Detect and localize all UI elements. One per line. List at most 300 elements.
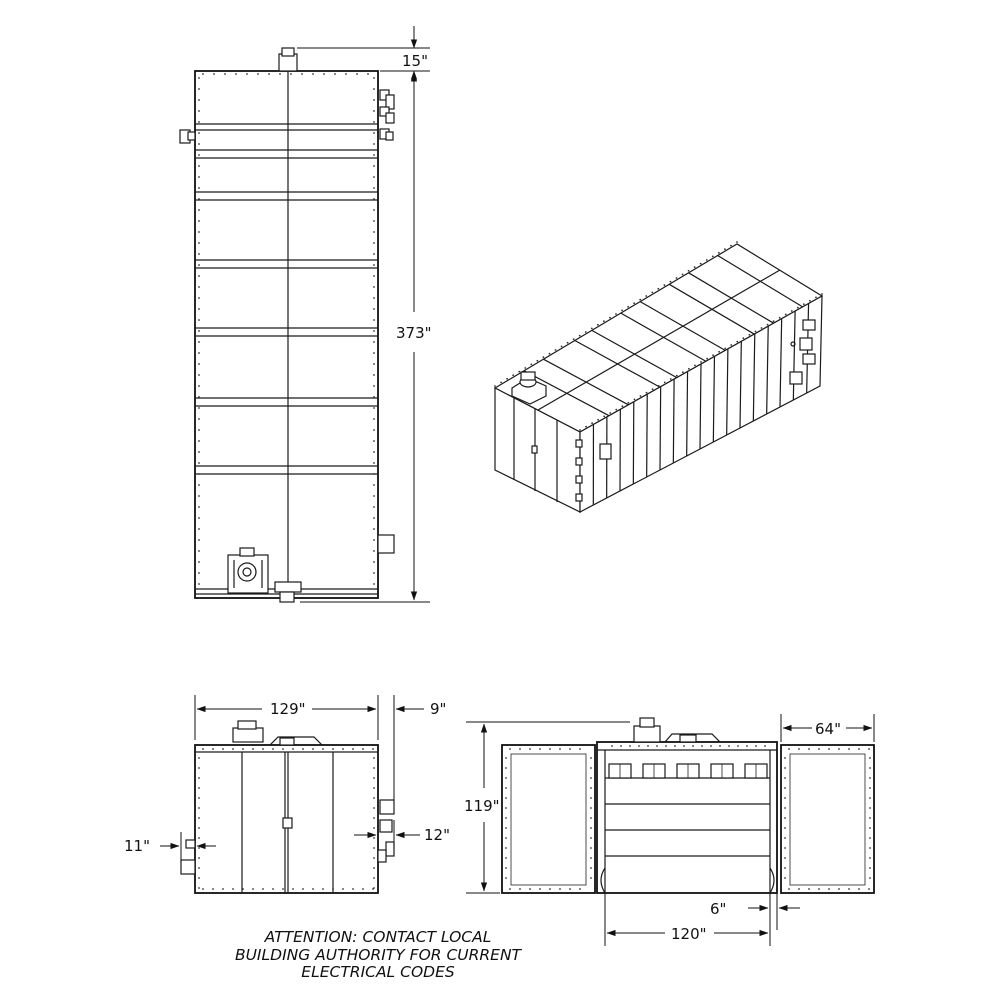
- rivet: [198, 187, 200, 189]
- rivet: [373, 797, 375, 799]
- rivet: [198, 385, 200, 387]
- rivet: [373, 418, 375, 420]
- rivet: [373, 286, 375, 288]
- rivet: [724, 348, 726, 350]
- rivet: [373, 99, 375, 101]
- rivet: [198, 429, 200, 431]
- dim-base-offset-label: 6": [710, 900, 727, 918]
- rivet: [728, 745, 730, 747]
- rivet: [198, 807, 200, 809]
- rivet: [323, 73, 325, 75]
- rivet: [198, 363, 200, 365]
- rivet: [198, 319, 200, 321]
- rivet: [198, 757, 200, 759]
- rivet: [198, 572, 200, 574]
- rivet: [373, 231, 375, 233]
- rivet: [212, 888, 214, 890]
- rivet: [506, 378, 508, 380]
- rivet: [373, 827, 375, 829]
- end-view-left-fittings: [181, 840, 195, 874]
- rivet: [322, 888, 324, 890]
- rivet: [640, 395, 642, 397]
- rivet: [362, 748, 364, 750]
- rivet: [262, 748, 264, 750]
- rivet: [373, 385, 375, 387]
- rivet: [868, 748, 870, 750]
- rivet: [332, 748, 334, 750]
- rivet: [784, 767, 786, 769]
- rivet: [302, 888, 304, 890]
- rivet: [590, 797, 592, 799]
- rivet: [198, 583, 200, 585]
- rivet: [736, 241, 738, 243]
- rivet: [198, 462, 200, 464]
- rivet: [519, 748, 521, 750]
- rivet: [755, 745, 757, 747]
- rivet: [352, 748, 354, 750]
- note-line-1: ATTENTION: CONTACT LOCAL: [264, 928, 492, 946]
- rivet: [746, 745, 748, 747]
- rivet: [585, 331, 587, 333]
- top-view-panel-seams: [195, 124, 378, 594]
- rivet: [505, 877, 507, 879]
- rivet: [282, 888, 284, 890]
- rivet: [656, 745, 658, 747]
- rivet: [235, 73, 237, 75]
- rivet: [373, 550, 375, 552]
- rivet: [664, 284, 666, 286]
- rivet: [773, 320, 775, 322]
- rivet: [530, 364, 532, 366]
- dim-door-width: [781, 714, 874, 742]
- rivet: [198, 867, 200, 869]
- rivet: [222, 888, 224, 890]
- rivet: [242, 888, 244, 890]
- rivet: [505, 807, 507, 809]
- rivet: [821, 293, 823, 295]
- rivet: [590, 867, 592, 869]
- rivet: [198, 253, 200, 255]
- rivet: [373, 857, 375, 859]
- rivet: [198, 797, 200, 799]
- rivet: [798, 748, 800, 750]
- iso-side-box: [600, 444, 611, 459]
- rivet: [373, 757, 375, 759]
- rivet: [198, 396, 200, 398]
- rivet: [529, 888, 531, 890]
- rivet: [524, 367, 526, 369]
- rivet: [706, 259, 708, 261]
- rivet: [202, 748, 204, 750]
- rivet: [342, 748, 344, 750]
- dim-top-offset-label: 15": [402, 52, 428, 70]
- rivet: [202, 73, 204, 75]
- rivet: [342, 888, 344, 890]
- rivet: [590, 877, 592, 879]
- rivet: [869, 817, 871, 819]
- rivet: [198, 374, 200, 376]
- rivet: [198, 231, 200, 233]
- rivet: [373, 253, 375, 255]
- rivet: [373, 176, 375, 178]
- note-line-2: BUILDING AUTHORITY FOR CURRENT: [234, 946, 522, 964]
- rivet: [784, 757, 786, 759]
- rivet: [603, 416, 605, 418]
- rivet: [858, 888, 860, 890]
- rivet: [505, 797, 507, 799]
- rivet: [198, 121, 200, 123]
- rivet: [198, 165, 200, 167]
- top-view: [180, 26, 432, 602]
- rivet: [676, 375, 678, 377]
- rivet: [797, 307, 799, 309]
- dim-width-label: 129": [270, 700, 306, 718]
- rib-line: [647, 394, 648, 477]
- dim-length-label: 373": [396, 324, 432, 342]
- rivet: [372, 748, 374, 750]
- rivet: [590, 757, 592, 759]
- side-view: [464, 714, 874, 946]
- rivet: [373, 440, 375, 442]
- rivet: [561, 346, 563, 348]
- dim-height-label: 119": [464, 797, 500, 815]
- rivet: [670, 378, 672, 380]
- rivet: [818, 888, 820, 890]
- rivet: [198, 143, 200, 145]
- end-view: [124, 695, 450, 893]
- rivet: [268, 73, 270, 75]
- rivet: [784, 847, 786, 849]
- rib-line: [660, 387, 661, 470]
- rivet: [345, 73, 347, 75]
- rivet: [362, 888, 364, 890]
- rivet: [257, 73, 259, 75]
- rivet: [373, 319, 375, 321]
- rivet: [718, 252, 720, 254]
- rivet: [838, 748, 840, 750]
- rib-line: [673, 379, 674, 463]
- rivet: [322, 748, 324, 750]
- rivet: [736, 341, 738, 343]
- rivet: [665, 745, 667, 747]
- rivet: [682, 371, 684, 373]
- breaker-row: [609, 764, 767, 778]
- rivet: [603, 320, 605, 322]
- rivet: [590, 817, 592, 819]
- rivet: [198, 297, 200, 299]
- dim-top-offset: [297, 26, 430, 90]
- rivet: [198, 88, 200, 90]
- rivet: [373, 787, 375, 789]
- rivet: [815, 297, 817, 299]
- rivet: [869, 857, 871, 859]
- rivet: [784, 807, 786, 809]
- bottom-outlet: [275, 582, 301, 602]
- rivet: [803, 303, 805, 305]
- rivet: [638, 745, 640, 747]
- rivet: [808, 888, 810, 890]
- rivet: [652, 388, 654, 390]
- rivet: [198, 198, 200, 200]
- rivet: [352, 888, 354, 890]
- rivet: [198, 787, 200, 789]
- rivet: [737, 745, 739, 747]
- side-view-vent: [634, 726, 660, 742]
- rivet: [633, 302, 635, 304]
- rivet: [590, 767, 592, 769]
- rivet: [628, 402, 630, 404]
- rivet: [529, 748, 531, 750]
- rivet: [590, 787, 592, 789]
- rivet: [818, 748, 820, 750]
- rivet: [373, 297, 375, 299]
- rivet: [198, 242, 200, 244]
- rivet: [694, 365, 696, 367]
- rivet: [784, 877, 786, 879]
- rivet: [742, 337, 744, 339]
- rivet: [559, 748, 561, 750]
- rivet: [579, 888, 581, 890]
- rivet: [373, 341, 375, 343]
- rivet: [646, 392, 648, 394]
- rivet: [198, 847, 200, 849]
- rivet: [634, 399, 636, 401]
- rivet: [784, 837, 786, 839]
- rivet: [848, 748, 850, 750]
- rivet: [809, 300, 811, 302]
- rivet: [569, 888, 571, 890]
- rivet: [784, 797, 786, 799]
- rivet: [519, 888, 521, 890]
- rivet: [198, 517, 200, 519]
- rivet: [869, 847, 871, 849]
- rivet: [198, 887, 200, 889]
- rivet: [627, 306, 629, 308]
- rivet: [332, 888, 334, 890]
- rivet: [198, 817, 200, 819]
- rivet: [198, 99, 200, 101]
- rivet: [232, 888, 234, 890]
- rivet: [242, 748, 244, 750]
- rivet: [373, 877, 375, 879]
- rivet: [198, 451, 200, 453]
- rivet: [788, 888, 790, 890]
- rivet: [676, 277, 678, 279]
- rivet: [730, 344, 732, 346]
- rivet: [536, 360, 538, 362]
- rivet: [828, 888, 830, 890]
- rivet: [700, 361, 702, 363]
- rivet: [828, 748, 830, 750]
- rivet: [539, 748, 541, 750]
- rivet: [373, 165, 375, 167]
- end-view-right-fittings: [378, 800, 394, 862]
- rivet: [373, 77, 375, 79]
- rivet: [784, 817, 786, 819]
- rivet: [784, 777, 786, 779]
- rivet: [549, 748, 551, 750]
- dim-opening-width-label: 120": [671, 925, 707, 943]
- rivet: [539, 888, 541, 890]
- rivet: [505, 777, 507, 779]
- rivet: [590, 837, 592, 839]
- attention-note: [235, 928, 523, 981]
- rivet: [597, 419, 599, 421]
- rivet: [373, 451, 375, 453]
- rivet: [869, 797, 871, 799]
- rivet: [373, 88, 375, 90]
- rivet: [590, 777, 592, 779]
- rivet: [567, 342, 569, 344]
- top-view-left-fitting: [180, 130, 195, 143]
- rivet: [373, 847, 375, 849]
- rivet: [373, 583, 375, 585]
- rivet: [569, 748, 571, 750]
- rivet: [700, 263, 702, 265]
- dim-length: [300, 73, 432, 602]
- rivet: [591, 328, 593, 330]
- rivet: [373, 561, 375, 563]
- rivet: [373, 429, 375, 431]
- rivet: [252, 748, 254, 750]
- rivet: [869, 807, 871, 809]
- end-view-vent: [233, 728, 263, 742]
- rivet: [579, 429, 581, 431]
- rivet: [549, 353, 551, 355]
- rivet: [719, 745, 721, 747]
- rivet: [798, 888, 800, 890]
- rivet: [198, 528, 200, 530]
- rivet: [373, 198, 375, 200]
- rivet: [512, 374, 514, 376]
- rivet: [869, 787, 871, 789]
- dim-opening-width: [605, 893, 770, 946]
- dim-base-offset: [710, 893, 800, 930]
- rivet: [779, 317, 781, 319]
- rivet: [615, 409, 617, 411]
- rivet: [597, 324, 599, 326]
- rivet: [373, 767, 375, 769]
- rivet: [252, 888, 254, 890]
- rivet: [590, 807, 592, 809]
- rivet: [621, 310, 623, 312]
- rivet: [312, 73, 314, 75]
- rivet: [198, 220, 200, 222]
- rivet: [585, 426, 587, 428]
- rivet: [198, 827, 200, 829]
- rivet: [869, 867, 871, 869]
- rivet: [590, 847, 592, 849]
- rivet: [629, 745, 631, 747]
- dim-left-fitting: [124, 832, 216, 862]
- rivet: [869, 757, 871, 759]
- rivet: [373, 539, 375, 541]
- rivet: [505, 827, 507, 829]
- dim-right-fitting: [354, 820, 450, 850]
- rivet: [688, 270, 690, 272]
- rivet: [312, 888, 314, 890]
- rivet: [198, 550, 200, 552]
- rivet: [301, 73, 303, 75]
- rivet: [755, 331, 757, 333]
- rivet: [198, 132, 200, 134]
- rivet: [559, 888, 561, 890]
- rivet: [609, 412, 611, 414]
- rivet: [505, 757, 507, 759]
- rivet: [198, 275, 200, 277]
- rivet: [198, 777, 200, 779]
- rivet: [555, 349, 557, 351]
- rivet: [373, 220, 375, 222]
- rivet: [373, 407, 375, 409]
- rivet: [222, 748, 224, 750]
- right-door: [781, 745, 874, 893]
- rivet: [198, 561, 200, 563]
- rivet: [373, 374, 375, 376]
- rivet: [373, 807, 375, 809]
- rivet: [712, 256, 714, 258]
- dim-fitting-offset-label: 9": [430, 700, 447, 718]
- rivet: [590, 827, 592, 829]
- rivet: [334, 73, 336, 75]
- rivet: [373, 495, 375, 497]
- rivet: [290, 73, 292, 75]
- rivet: [657, 288, 659, 290]
- dim-left-fitting-label: 11": [124, 837, 150, 855]
- isometric-view: [494, 241, 823, 512]
- rivet: [591, 422, 593, 424]
- rivet: [609, 317, 611, 319]
- rivet: [808, 748, 810, 750]
- rivet: [272, 748, 274, 750]
- rivet: [198, 286, 200, 288]
- rivet: [213, 73, 215, 75]
- rivet: [292, 748, 294, 750]
- rivet: [712, 354, 714, 356]
- rivet: [749, 334, 751, 336]
- rivet: [682, 274, 684, 276]
- rivet: [198, 407, 200, 409]
- rivet: [373, 132, 375, 134]
- rivet: [198, 440, 200, 442]
- rivet: [683, 745, 685, 747]
- rivet: [262, 888, 264, 890]
- rivet: [518, 371, 520, 373]
- rivet: [579, 748, 581, 750]
- rivet: [761, 327, 763, 329]
- rivet: [694, 266, 696, 268]
- rivet: [373, 517, 375, 519]
- rivet: [198, 837, 200, 839]
- rivet: [645, 295, 647, 297]
- rivet: [198, 857, 200, 859]
- rivet: [791, 310, 793, 312]
- rivet: [500, 382, 502, 384]
- rivet: [858, 748, 860, 750]
- rivet: [767, 324, 769, 326]
- rivet: [692, 745, 694, 747]
- rivet: [724, 248, 726, 250]
- rivet: [279, 73, 281, 75]
- rivet: [620, 745, 622, 747]
- rivet: [784, 857, 786, 859]
- rivet: [198, 877, 200, 879]
- rivet: [788, 748, 790, 750]
- top-view-right-fittings: [378, 90, 394, 553]
- rivet: [272, 888, 274, 890]
- rivet: [509, 748, 511, 750]
- rivet: [784, 867, 786, 869]
